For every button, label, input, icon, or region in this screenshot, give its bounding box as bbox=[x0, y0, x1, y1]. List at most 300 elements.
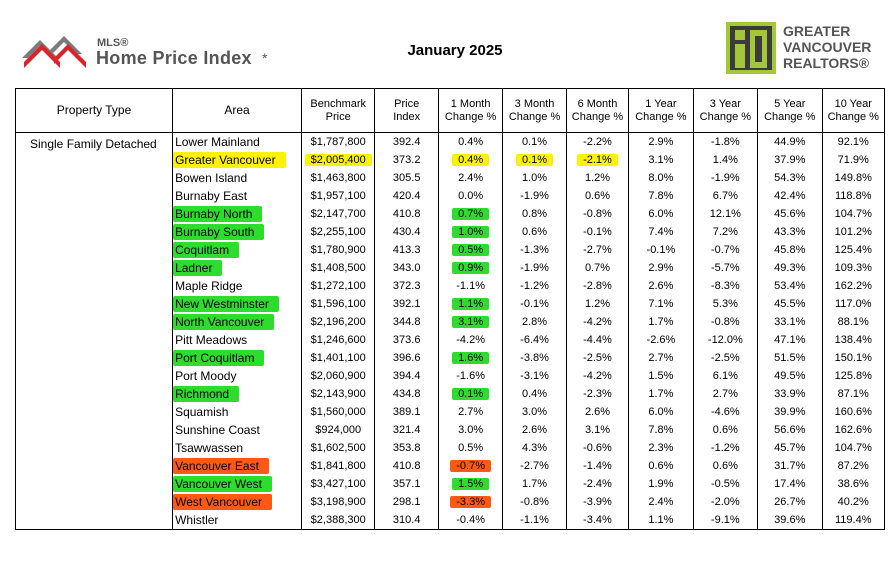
6-month-cell bbox=[566, 295, 628, 313]
1-month-cell bbox=[438, 349, 502, 367]
1-year-cell bbox=[629, 223, 693, 241]
column-header-text: Change % bbox=[571, 110, 624, 123]
cell-value: -4.6% bbox=[710, 406, 740, 418]
benchmark-price-cell bbox=[301, 313, 375, 331]
price-index-cell bbox=[375, 511, 438, 530]
10-year-cell bbox=[822, 403, 885, 421]
area-cell bbox=[173, 349, 302, 367]
cell-value: 6.0% bbox=[648, 208, 674, 220]
cell-value: 0.6% bbox=[584, 190, 611, 202]
cell-value: 7.2% bbox=[712, 226, 738, 238]
5-year-cell bbox=[758, 349, 822, 367]
cell-value: 3.0% bbox=[522, 406, 548, 418]
6-month-cell bbox=[566, 439, 628, 457]
highlighted-cell-value: Port Coquitlam bbox=[173, 350, 264, 366]
column-header-text: 10 Year bbox=[834, 97, 872, 110]
3-month-cell bbox=[503, 457, 566, 475]
cell-value: -1.3% bbox=[520, 244, 549, 256]
6-month-cell bbox=[566, 403, 628, 421]
cell-value: 3.1% bbox=[648, 154, 674, 166]
cell-value: -1.8% bbox=[710, 136, 740, 148]
cell-value: -2.2% bbox=[583, 136, 612, 148]
cell-value: 17.4% bbox=[774, 478, 806, 490]
1-year-cell bbox=[629, 277, 693, 295]
cell-value: $1,780,900 bbox=[310, 244, 366, 256]
column-header-benchmark-price bbox=[301, 89, 375, 133]
column-header-text: Property Type bbox=[56, 103, 132, 117]
3-month-cell bbox=[503, 367, 566, 385]
price-index-cell bbox=[375, 277, 438, 295]
column-header-text: Price bbox=[394, 97, 420, 110]
cell-value: -0.1% bbox=[520, 298, 549, 310]
cell-value: -2.0% bbox=[710, 496, 740, 508]
3-year-cell bbox=[693, 331, 757, 349]
3-month-cell bbox=[503, 511, 566, 530]
cell-value: 1.7% bbox=[648, 316, 674, 328]
column-header-text: Area bbox=[224, 103, 250, 117]
price-index-cell bbox=[375, 349, 438, 367]
3-month-cell bbox=[503, 277, 566, 295]
3-month-cell bbox=[503, 475, 566, 493]
6-month-cell bbox=[566, 511, 628, 530]
5-year-cell bbox=[758, 421, 822, 439]
cell-value: 2.8% bbox=[522, 316, 548, 328]
cell-value: $924,000 bbox=[315, 424, 362, 436]
cell-value: 2.4% bbox=[648, 496, 674, 508]
3-month-cell bbox=[503, 313, 566, 331]
cell-value: -1.6% bbox=[456, 370, 485, 382]
benchmark-price-cell bbox=[301, 331, 375, 349]
6-month-cell bbox=[566, 349, 628, 367]
table-body bbox=[16, 133, 885, 530]
highlighted-cell-value: 0.4% bbox=[452, 154, 489, 166]
highlighted-cell-value: -0.7% bbox=[450, 460, 491, 472]
1-month-cell bbox=[438, 457, 502, 475]
area-cell bbox=[173, 313, 302, 331]
column-header-text: 3 Month bbox=[514, 97, 555, 110]
cell-value: 31.7% bbox=[774, 460, 806, 472]
6-month-cell bbox=[566, 421, 628, 439]
price-index-cell bbox=[375, 223, 438, 241]
cell-value: 2.3% bbox=[648, 442, 674, 454]
cell-value: 1.5% bbox=[648, 370, 674, 382]
6-month-cell bbox=[566, 223, 628, 241]
cell-value: $3,198,900 bbox=[310, 496, 366, 508]
6-month-cell bbox=[566, 277, 628, 295]
5-year-cell bbox=[758, 223, 822, 241]
highlighted-cell-value: 1.1% bbox=[452, 298, 489, 310]
cell-value: 4.3% bbox=[522, 442, 548, 454]
10-year-cell bbox=[822, 187, 885, 205]
1-year-cell bbox=[629, 187, 693, 205]
area-cell bbox=[173, 457, 302, 475]
5-year-cell bbox=[758, 367, 822, 385]
cell-value: 298.1 bbox=[392, 496, 421, 508]
1-year-cell bbox=[629, 511, 693, 530]
price-index-cell bbox=[375, 385, 438, 403]
3-year-cell bbox=[693, 169, 757, 187]
10-year-cell bbox=[822, 151, 885, 169]
3-year-cell bbox=[693, 205, 757, 223]
price-index-cell bbox=[375, 295, 438, 313]
area-cell bbox=[173, 277, 302, 295]
column-header-text: Change % bbox=[635, 110, 687, 123]
benchmark-price-cell bbox=[301, 493, 375, 511]
cell-value: 160.6% bbox=[834, 406, 872, 418]
area-cell bbox=[173, 187, 302, 205]
1-year-cell bbox=[629, 403, 693, 421]
cell-value: Burnaby East bbox=[175, 189, 248, 203]
price-index-cell bbox=[375, 259, 438, 277]
cell-value: -0.4% bbox=[456, 514, 485, 526]
10-year-cell bbox=[822, 259, 885, 277]
3-year-cell bbox=[693, 511, 757, 530]
10-year-cell bbox=[822, 223, 885, 241]
cell-value: 56.6% bbox=[774, 424, 806, 436]
highlighted-cell-value: $2,005,400 bbox=[305, 154, 372, 166]
highlighted-cell-value: 1.0% bbox=[452, 226, 489, 238]
cell-value: 0.6% bbox=[522, 226, 548, 238]
cell-value: 1.0% bbox=[522, 172, 548, 184]
cell-value: 149.8% bbox=[834, 172, 872, 184]
10-year-cell bbox=[822, 421, 885, 439]
price-index-cell bbox=[375, 187, 438, 205]
benchmark-price-cell bbox=[301, 385, 375, 403]
highlighted-cell-value: Vancouver East bbox=[173, 458, 269, 474]
cell-value: -0.7% bbox=[710, 244, 740, 256]
cell-value: 2.9% bbox=[648, 136, 674, 148]
cell-value: 43.3% bbox=[774, 226, 806, 238]
gvr-line-1: GREATER bbox=[783, 23, 851, 39]
10-year-cell bbox=[822, 457, 885, 475]
price-index-cell bbox=[375, 151, 438, 169]
cell-value: 7.8% bbox=[648, 190, 674, 202]
cell-value: 0.6% bbox=[712, 460, 738, 472]
benchmark-price-cell bbox=[301, 403, 375, 421]
cell-value: 2.6% bbox=[584, 406, 611, 418]
cell-value: -0.6% bbox=[583, 442, 612, 454]
10-year-cell bbox=[822, 205, 885, 223]
cell-value: 0.0% bbox=[458, 190, 484, 202]
highlighted-cell-value: Richmond bbox=[173, 386, 239, 402]
cell-value: 410.8 bbox=[392, 460, 421, 472]
cell-value: -9.1% bbox=[710, 514, 740, 526]
column-header-price-index bbox=[375, 89, 438, 133]
cell-value: 87.2% bbox=[837, 460, 869, 472]
cell-value: 6.7% bbox=[712, 190, 738, 202]
hpi-footnote-mark: * bbox=[262, 50, 268, 66]
highlighted-cell-value: 0.5% bbox=[452, 244, 489, 256]
cell-value: -2.6% bbox=[646, 334, 676, 346]
10-year-cell bbox=[822, 367, 885, 385]
cell-value: 410.8 bbox=[392, 208, 421, 220]
10-year-cell bbox=[822, 439, 885, 457]
1-month-cell bbox=[438, 331, 502, 349]
benchmark-price-cell bbox=[301, 133, 375, 152]
price-index-cell bbox=[375, 403, 438, 421]
cell-value: 353.8 bbox=[392, 442, 421, 454]
cell-value: 104.7% bbox=[834, 442, 872, 454]
cell-value: -8.3% bbox=[710, 280, 740, 292]
table-row bbox=[16, 133, 885, 152]
hpi-table bbox=[15, 88, 885, 530]
3-year-cell bbox=[693, 385, 757, 403]
cell-value: 33.9% bbox=[774, 388, 806, 400]
cell-value: -3.9% bbox=[583, 496, 612, 508]
1-year-cell bbox=[629, 151, 693, 169]
benchmark-price-cell bbox=[301, 367, 375, 385]
column-header-text: 1 Year bbox=[645, 97, 677, 110]
cell-value: $1,463,800 bbox=[310, 172, 366, 184]
10-year-cell bbox=[822, 493, 885, 511]
column-header-5-year-change bbox=[758, 89, 822, 133]
cell-value: 37.9% bbox=[774, 154, 806, 166]
cell-value: $2,143,900 bbox=[310, 388, 366, 400]
1-month-cell bbox=[438, 385, 502, 403]
3-year-cell bbox=[693, 403, 757, 421]
report-period: January 2025 bbox=[407, 42, 503, 59]
column-header-3-month-change bbox=[503, 89, 566, 133]
highlighted-cell-value: -3.3% bbox=[450, 496, 491, 508]
5-year-cell bbox=[758, 511, 822, 530]
cell-value: 2.4% bbox=[458, 172, 484, 184]
cell-value: 0.6% bbox=[648, 460, 674, 472]
cell-value: 7.8% bbox=[648, 424, 674, 436]
cell-value: -3.1% bbox=[520, 370, 549, 382]
highlighted-cell-value: Coquitlam bbox=[173, 242, 239, 258]
1-year-cell bbox=[629, 475, 693, 493]
cell-value: -4.4% bbox=[583, 334, 612, 346]
cell-value: $1,401,100 bbox=[310, 352, 366, 364]
cell-value: 1.7% bbox=[648, 388, 674, 400]
1-year-cell bbox=[629, 313, 693, 331]
cell-value: 357.1 bbox=[392, 478, 421, 490]
column-header-text: Benchmark bbox=[310, 97, 367, 110]
area-cell bbox=[173, 169, 302, 187]
column-header-text: 5 Year bbox=[774, 97, 806, 110]
cell-value: 3.1% bbox=[584, 424, 611, 436]
cell-value: $2,147,700 bbox=[310, 208, 366, 220]
1-month-cell bbox=[438, 169, 502, 187]
cell-value: -3.8% bbox=[520, 352, 549, 364]
cell-value: Tsawwassen bbox=[175, 441, 244, 455]
cell-value: 162.2% bbox=[834, 280, 872, 292]
cell-value: 2.7% bbox=[648, 352, 674, 364]
column-header-1-month-change bbox=[438, 89, 502, 133]
cell-value: 150.1% bbox=[834, 352, 872, 364]
price-index-cell bbox=[375, 421, 438, 439]
10-year-cell bbox=[822, 331, 885, 349]
cell-value: -2.3% bbox=[583, 388, 612, 400]
gvr-logo-icon bbox=[726, 22, 776, 74]
cell-value: 413.3 bbox=[392, 244, 421, 256]
cell-value: 373.6 bbox=[392, 334, 421, 346]
table-header-row bbox=[16, 89, 885, 133]
6-month-cell bbox=[566, 241, 628, 259]
3-year-cell bbox=[693, 241, 757, 259]
benchmark-price-cell bbox=[301, 439, 375, 457]
column-header-property-type bbox=[16, 89, 173, 133]
area-cell bbox=[173, 205, 302, 223]
column-header-1-year-change bbox=[629, 89, 693, 133]
cell-value: 372.3 bbox=[392, 280, 421, 292]
cell-value: 8.0% bbox=[648, 172, 674, 184]
cell-value: -4.2% bbox=[583, 316, 612, 328]
cell-value: $3,427,100 bbox=[310, 478, 366, 490]
cell-value: 2.9% bbox=[648, 262, 674, 274]
3-year-cell bbox=[693, 493, 757, 511]
6-month-cell bbox=[566, 367, 628, 385]
cell-value: 33.1% bbox=[774, 316, 806, 328]
5-year-cell bbox=[758, 205, 822, 223]
benchmark-price-cell bbox=[301, 259, 375, 277]
3-month-cell bbox=[503, 439, 566, 457]
3-year-cell bbox=[693, 187, 757, 205]
column-header-3-year-change bbox=[693, 89, 757, 133]
6-month-cell bbox=[566, 493, 628, 511]
1-month-cell bbox=[438, 241, 502, 259]
3-year-cell bbox=[693, 367, 757, 385]
1-month-cell bbox=[438, 259, 502, 277]
benchmark-price-cell bbox=[301, 151, 375, 169]
cell-value: -1.2% bbox=[520, 280, 549, 292]
5-year-cell bbox=[758, 169, 822, 187]
cell-value: Maple Ridge bbox=[175, 279, 243, 293]
3-month-cell bbox=[503, 493, 566, 511]
cell-value: $1,602,500 bbox=[310, 442, 366, 454]
cell-value: 389.1 bbox=[392, 406, 421, 418]
5-year-cell bbox=[758, 403, 822, 421]
1-year-cell bbox=[629, 367, 693, 385]
highlighted-cell-value: North Vancouver bbox=[173, 314, 274, 330]
cell-value: 45.8% bbox=[774, 244, 806, 256]
cell-value: 49.3% bbox=[774, 262, 806, 274]
cell-value: 0.4% bbox=[522, 388, 548, 400]
highlighted-cell-value: Greater Vancouver bbox=[173, 152, 286, 168]
cell-value: 88.1% bbox=[837, 316, 869, 328]
cell-value: 1.2% bbox=[584, 172, 611, 184]
highlighted-cell-value: 3.1% bbox=[452, 316, 489, 328]
cell-value: 373.2 bbox=[392, 154, 421, 166]
3-month-cell bbox=[503, 241, 566, 259]
1-year-cell bbox=[629, 439, 693, 457]
3-year-cell bbox=[693, 349, 757, 367]
cell-value: 109.3% bbox=[834, 262, 872, 274]
column-header-text: Change % bbox=[508, 110, 561, 123]
price-index-cell bbox=[375, 313, 438, 331]
cell-value: 39.6% bbox=[774, 514, 806, 526]
price-index-cell bbox=[375, 331, 438, 349]
column-header-text: 6 Month bbox=[577, 97, 618, 110]
price-index-cell bbox=[375, 169, 438, 187]
1-month-cell bbox=[438, 367, 502, 385]
cell-value: -0.1% bbox=[583, 226, 612, 238]
cell-value: 344.8 bbox=[392, 316, 421, 328]
cell-value: 87.1% bbox=[837, 388, 869, 400]
cell-value: 394.4 bbox=[392, 370, 421, 382]
cell-value: -3.4% bbox=[583, 514, 612, 526]
cell-value: Port Moody bbox=[175, 369, 237, 383]
cell-value: -1.1% bbox=[456, 280, 485, 292]
price-index-cell bbox=[375, 133, 438, 152]
1-month-cell bbox=[438, 475, 502, 493]
10-year-cell bbox=[822, 133, 885, 152]
cell-value: -4.2% bbox=[456, 334, 485, 346]
cell-value: -2.5% bbox=[583, 352, 612, 364]
cell-value: $2,255,100 bbox=[310, 226, 366, 238]
1-year-cell bbox=[629, 493, 693, 511]
cell-value: 0.1% bbox=[522, 136, 548, 148]
benchmark-price-cell bbox=[301, 241, 375, 259]
column-header-area bbox=[173, 89, 302, 133]
cell-value: $1,246,600 bbox=[310, 334, 366, 346]
3-month-cell bbox=[503, 187, 566, 205]
area-cell bbox=[173, 133, 302, 152]
1-month-cell bbox=[438, 421, 502, 439]
cell-value: 0.8% bbox=[522, 208, 548, 220]
5-year-cell bbox=[758, 277, 822, 295]
column-header-text: Index bbox=[393, 110, 421, 123]
cell-value: $2,196,200 bbox=[310, 316, 366, 328]
cell-value: -1.2% bbox=[710, 442, 740, 454]
cell-value: $1,560,000 bbox=[310, 406, 366, 418]
cell-value: 119.4% bbox=[835, 514, 872, 526]
3-month-cell bbox=[503, 421, 566, 439]
column-header-text: 1 Month bbox=[450, 97, 491, 110]
10-year-cell bbox=[822, 475, 885, 493]
cell-value: Bowen Island bbox=[175, 171, 248, 185]
highlighted-cell-value: Burnaby North bbox=[173, 206, 262, 222]
1-year-cell bbox=[629, 295, 693, 313]
cell-value: -12.0% bbox=[707, 334, 743, 346]
3-month-cell bbox=[503, 349, 566, 367]
price-index-cell bbox=[375, 475, 438, 493]
benchmark-price-cell bbox=[301, 511, 375, 530]
area-cell bbox=[173, 241, 302, 259]
cell-value: 51.5% bbox=[774, 352, 806, 364]
highlighted-cell-value: 0.7% bbox=[452, 208, 489, 220]
6-month-cell bbox=[566, 133, 628, 152]
3-year-cell bbox=[693, 277, 757, 295]
1-month-cell bbox=[438, 187, 502, 205]
10-year-cell bbox=[822, 295, 885, 313]
gvr-line-2: VANCOUVER bbox=[783, 39, 872, 55]
3-month-cell bbox=[503, 295, 566, 313]
cell-value: -1.9% bbox=[520, 190, 549, 202]
benchmark-price-cell bbox=[301, 475, 375, 493]
benchmark-price-cell bbox=[301, 295, 375, 313]
10-year-cell bbox=[822, 313, 885, 331]
3-month-cell bbox=[503, 205, 566, 223]
cell-value: Lower Mainland bbox=[175, 135, 260, 149]
price-index-cell bbox=[375, 205, 438, 223]
cell-value: -0.5% bbox=[710, 478, 740, 490]
cell-value: 162.6% bbox=[834, 424, 872, 436]
cell-value: 49.5% bbox=[774, 370, 806, 382]
1-month-cell bbox=[438, 511, 502, 530]
cell-value: $1,408,500 bbox=[310, 262, 366, 274]
area-cell bbox=[173, 421, 302, 439]
cell-value: 7.4% bbox=[648, 226, 674, 238]
area-cell bbox=[173, 295, 302, 313]
cell-value: 53.4% bbox=[774, 280, 806, 292]
highlighted-cell-value: 0.1% bbox=[516, 154, 553, 166]
price-index-cell bbox=[375, 367, 438, 385]
price-index-cell bbox=[375, 439, 438, 457]
cell-value: 118.8% bbox=[835, 190, 872, 202]
3-month-cell bbox=[503, 259, 566, 277]
highlighted-cell-value: -2.1% bbox=[577, 154, 618, 166]
